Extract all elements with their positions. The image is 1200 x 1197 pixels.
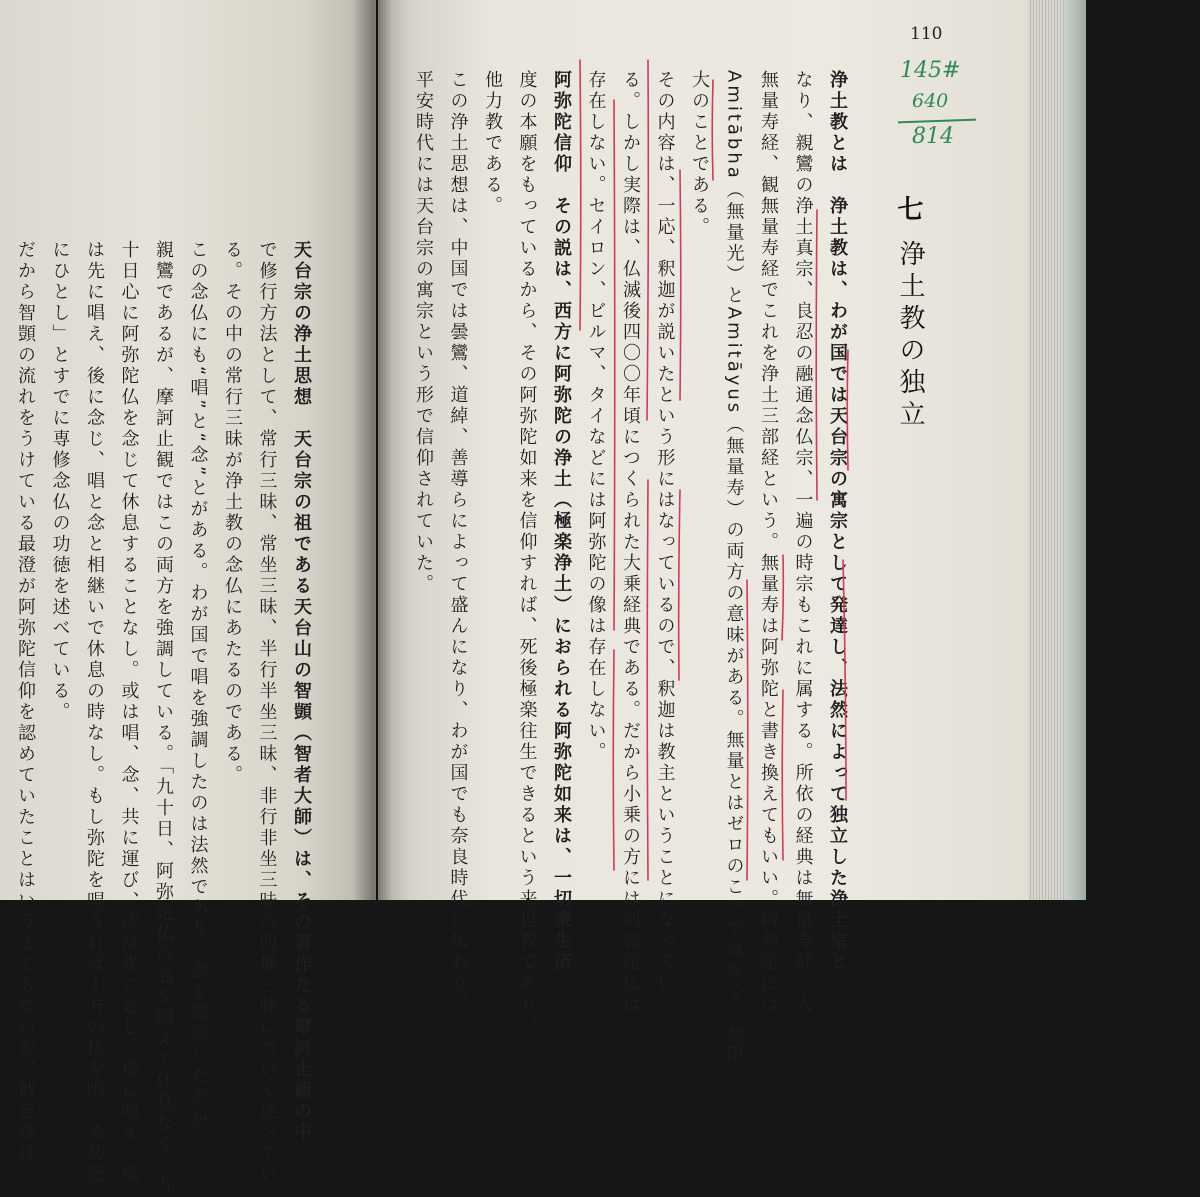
- red-underline-mark: [613, 650, 614, 870]
- red-underline-mark: [614, 100, 615, 630]
- left-text-column-2: で修行方法として、常行三昧、常坐三昧、半行半坐三昧、非行非坐三昧の四種三昧について述べてい: [256, 240, 278, 1185]
- red-underline-mark: [747, 580, 748, 880]
- left-text-column-4: この念仏にも“唱”と“念”とがある。わが国で唱を強調したのは法然であり、念を強調したのが: [187, 240, 209, 1130]
- red-underline-mark: [843, 560, 846, 800]
- left-text-column-6: 十日心に阿弥陀仏を念じて休息することなし。或は唱、念、共に運び、或は先に念じ、後に唱え、或: [118, 240, 140, 1185]
- right-text-column-5: 大のことである。: [689, 70, 710, 238]
- right-text-column-9: 阿弥陀信仰 その説は、西方に阿弥陀の浄土（極楽浄土）におられる阿弥陀如来は、一切衆生済: [551, 70, 572, 973]
- right-text-column-12: この浄土思想は、中国では曇鸞、道綽、善導らによって盛んになり、わが国でも奈良時代に伝わり、: [447, 70, 469, 1015]
- right-text-column-13: 平安時代には天台宗の寓宗という形で信仰されていた。: [413, 70, 434, 595]
- right-text-column-7: る。しかし実際は、仏滅後四〇〇年頃につくられた大乗経典である。だから小乗の方には阿弥陀仏は: [620, 70, 641, 1015]
- right-text-column-2: なり、親鸞の浄土真宗、良忍の融通念仏宗、一遍の時宗もこれに属する。所依の経典は無量寿経、大: [792, 70, 814, 1015]
- red-underline-mark: [679, 490, 680, 680]
- page-number: 110: [910, 24, 943, 44]
- right-text-column-8: 存在しない。セイロン、ビルマ、タイなどには阿弥陀の像は存在しない。: [585, 70, 607, 763]
- red-underline-mark: [847, 350, 848, 470]
- left-text-column-3: る。その中の常行三昧が浄土教の念仏にあたるのである。: [222, 240, 243, 786]
- right-text-column-3: 無量寿経、観無量寿経でこれを浄土三部経という。無量寿は阿弥陀と書き換えてもいい。阿弥陀には: [758, 70, 779, 1015]
- red-underline-mark: [782, 555, 783, 640]
- pencil-note-line1: 145#: [900, 58, 961, 83]
- left-text-column-9: だから智顗の流れをうけている最澄が阿弥陀信仰を認めていたことはいうまでもないが、彼自身は: [15, 240, 36, 1164]
- right-text-column-11: 他力教である。: [482, 70, 503, 217]
- chapter-number: 七: [893, 195, 923, 221]
- right-text-column-6: その内容は、一応、釈迦が説いたという形にはなっているので、釈迦は教主ということになってい: [654, 70, 676, 994]
- red-underline-mark: [647, 60, 648, 420]
- red-underline-mark: [712, 80, 713, 180]
- right-text-column-10: 度の本願をもっているから、その阿弥陀如来を信仰すれば、死後極楽往生できるという来世教であり、: [516, 70, 538, 1036]
- red-underline-mark: [782, 690, 783, 860]
- pencil-note-line2: 640: [912, 90, 949, 112]
- left-text-column-1: 天台宗の浄土思想 天台宗の祖である天台山の智顗（智者大師）は、その著作たる摩訶止観の中: [291, 240, 312, 1143]
- left-text-column-8: にひとし」とすでに専修念仏の功徳を述べている。: [49, 240, 71, 723]
- right-text-column-4: Amitābha（無量光）とAmitāyus（無量寿）の両方の意味がある。無量とはゼロのことではなく、無限: [723, 70, 745, 1067]
- red-underline-mark: [647, 480, 648, 880]
- red-underline-mark: [816, 210, 817, 500]
- right-text-column-1: 浄土教とは 浄土教は、わが国では天台宗の寓宗として発達し、法然によって独立した浄土宗と: [827, 70, 848, 973]
- chapter-title: 浄土教の独立: [895, 240, 925, 432]
- pencil-note-line3: 814: [912, 124, 954, 149]
- left-text-column-7: は先に唱え、後に念じ、唱と念と相継いで休息の時なし。もし弥陀を唱うれば十方の仏を唱うる功徳: [84, 240, 105, 1185]
- left-text-column-5: 親鸞であるが、摩訶止観ではこの両方を強調している。「九十日、阿弥陀仏の名を唱えて休息なく、九: [153, 240, 174, 1197]
- red-underline-mark: [680, 170, 681, 400]
- red-underline-mark: [580, 60, 581, 330]
